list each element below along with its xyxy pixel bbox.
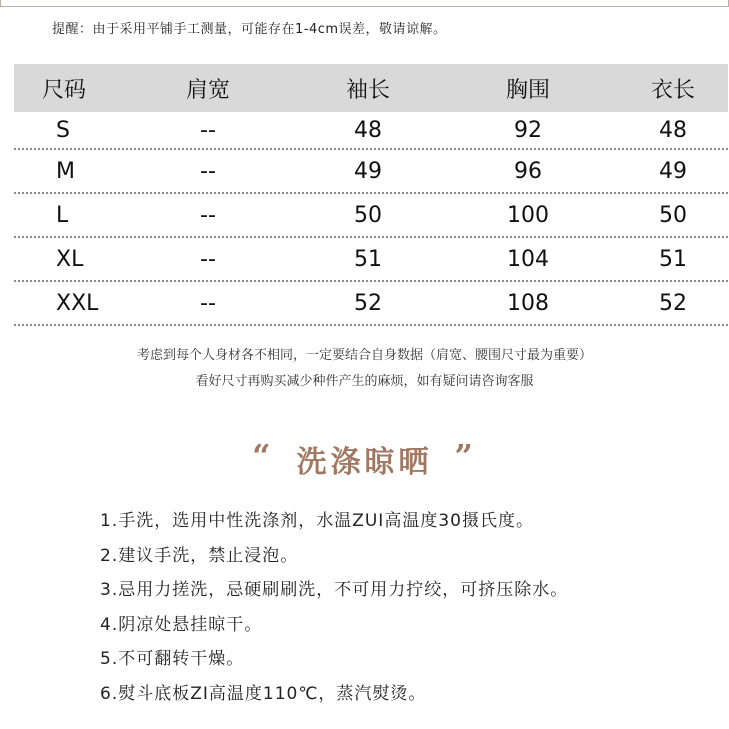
cell-sleeve: 51 — [354, 246, 382, 272]
list-item: 6.熨斗底板ZI高温度110℃，蒸汽熨烫。 — [100, 683, 427, 704]
cell-shoulder: -- — [200, 117, 216, 143]
cell-shoulder: -- — [200, 246, 216, 272]
size-table — [14, 64, 728, 326]
fit-tip-line-2: 看好尺寸再购买减少种件产生的麻烦，如有疑问请咨询客服 — [195, 374, 534, 389]
header-size: 尺码 — [42, 77, 87, 103]
cell-length: 48 — [659, 117, 687, 143]
cell-chest: 100 — [507, 202, 549, 228]
header-length: 衣长 — [650, 77, 695, 103]
cell-shoulder: -- — [200, 290, 216, 316]
cell-length: 51 — [659, 246, 687, 272]
cell-length: 49 — [659, 158, 687, 184]
cell-sleeve: 49 — [354, 158, 382, 184]
cell-sleeve: 52 — [354, 290, 382, 316]
cell-size: L — [56, 202, 69, 228]
care-section-title — [0, 437, 729, 481]
table-row — [14, 282, 728, 326]
cell-size: XXL — [56, 290, 99, 316]
table-row — [14, 238, 728, 282]
table-header-row — [14, 64, 728, 112]
cell-size: XL — [56, 246, 84, 272]
cell-shoulder: -- — [200, 158, 216, 184]
cell-size: S — [56, 117, 70, 143]
top-frame — [0, 0, 729, 7]
cell-chest: 108 — [507, 290, 549, 316]
table-row — [14, 112, 728, 150]
header-shoulder: 肩宽 — [185, 77, 230, 103]
cell-length: 52 — [659, 290, 687, 316]
table-row — [14, 194, 728, 238]
close-quote: ” — [454, 437, 477, 475]
list-item: 2.建议手洗，禁止浸泡。 — [100, 545, 299, 566]
care-instructions-list — [100, 508, 568, 715]
header-chest: 胸围 — [505, 77, 550, 103]
cell-chest: 96 — [514, 158, 542, 184]
cell-chest: 92 — [514, 117, 542, 143]
cell-chest: 104 — [507, 246, 549, 272]
cell-size: M — [56, 158, 75, 184]
measurement-notice: 提醒：由于采用平铺手工测量，可能存在1-4cm误差，敬请谅解。 — [52, 22, 447, 37]
cell-shoulder: -- — [200, 202, 216, 228]
fit-tip-line-1: 考虑到每个人身材各不相同，一定要结合自身数据（肩宽、腰围尺寸最为重要） — [136, 348, 592, 363]
cell-sleeve: 48 — [354, 117, 382, 143]
list-item: 3.忌用力搓洗，忌硬刷刷洗，不可用力拧绞，可挤压除水。 — [100, 580, 569, 600]
list-item: 1.手洗，选用中性洗涤剂，水温ZUI高温度30摄氏度。 — [100, 511, 534, 531]
care-title-text: 洗涤晾晒 — [296, 445, 433, 480]
cell-length: 50 — [659, 202, 687, 228]
list-item: 4.阴凉处悬挂晾干。 — [100, 614, 263, 635]
cell-sleeve: 50 — [354, 202, 382, 228]
open-quote: “ — [252, 437, 275, 475]
header-sleeve: 袖长 — [345, 77, 390, 103]
table-row — [14, 150, 728, 194]
list-item: 5.不可翻转干燥。 — [100, 649, 245, 669]
table-body — [14, 112, 728, 326]
